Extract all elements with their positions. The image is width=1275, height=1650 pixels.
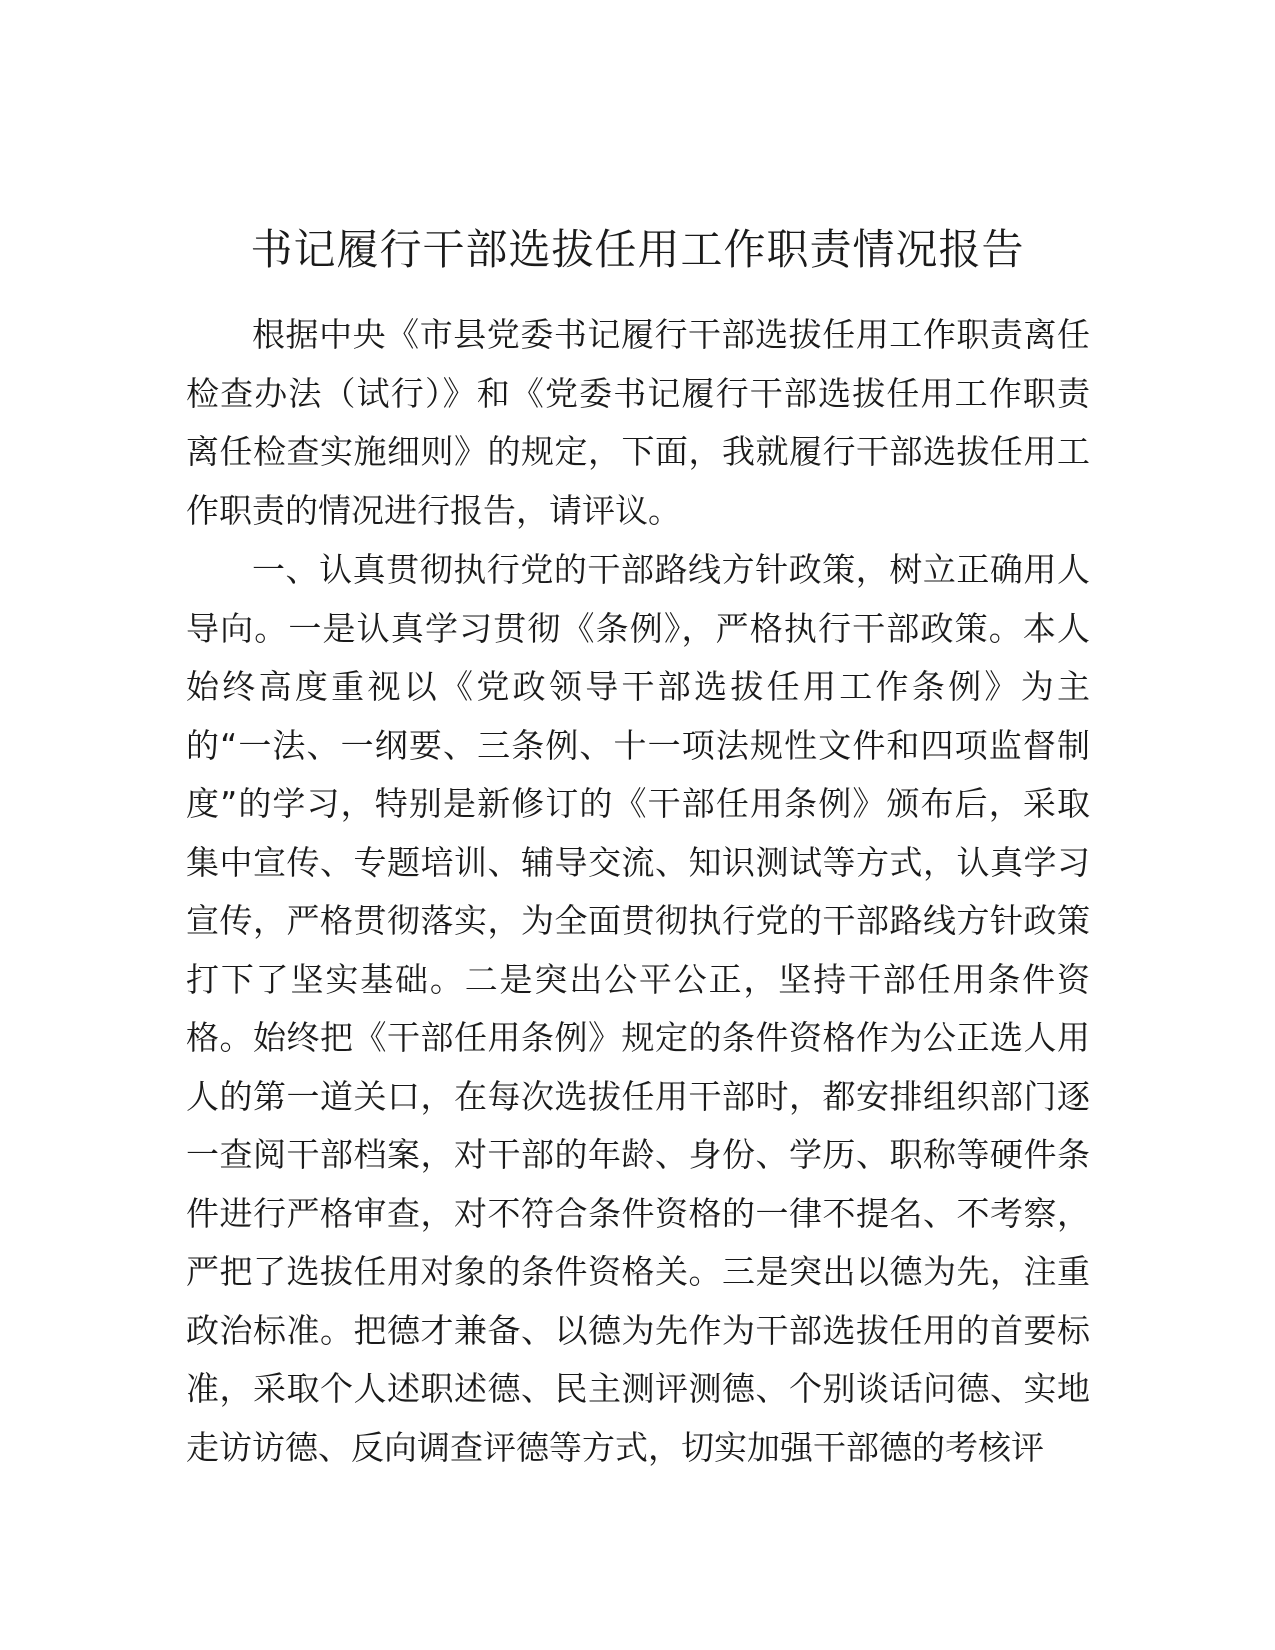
intro-paragraph: 根据中央《市县党委书记履行干部选拔任用工作职责离任检查办法（试行）》和《党委书记履行干部选拔任用工作职责离任检查实施细则》的规定，下面，我就履行干部选拔任用工作职责的情况进行报告，请评议。 <box>186 315 1090 530</box>
section-one-paragraph: 一、认真贯彻执行党的干部路线方针政策，树立正确用人导向。一是认真学习贯彻《条例》，严格执行干部政策。本人始终高度重视以《党政领导干部选拔任用工作条例》为主的“一法、一纲要、三条例、十一项法规性文件和四项监督制度”的学习，特别是新修订的《干部任用条例》颁布后，采取集中宣传、专题培训、辅导交流、知识测试等方式，认真学习宣传，严格贯彻落实，为全面贯彻执行党的干部路线方针政策打下了坚实基础。二是突出公平公正，坚持干部任用条件资格。始终把《干部任用条例》规定的条件资格作为公正选人用人的第一道关口，在每次选拔任用干部时，都安排组织部门逐一查阅干部档案，对干部的年龄、身份、学历、职称等硬件条件进行严格审查，对不符合条件资格的一律不提名、不考察，严把了选拔任用对象的条件资格关。三是突出以德为先，注重政治标准。把德才兼备、以德为先作为干部选拔任用的首要标准，采取个人述职述德、民主测评测德、个别谈话问德、实地走访访德、反向调查评德等方式，切实加强干部德的考核评 <box>186 550 1090 1467</box>
document-title: 书记履行干部选拔任用工作职责情况报告 <box>250 225 1025 274</box>
